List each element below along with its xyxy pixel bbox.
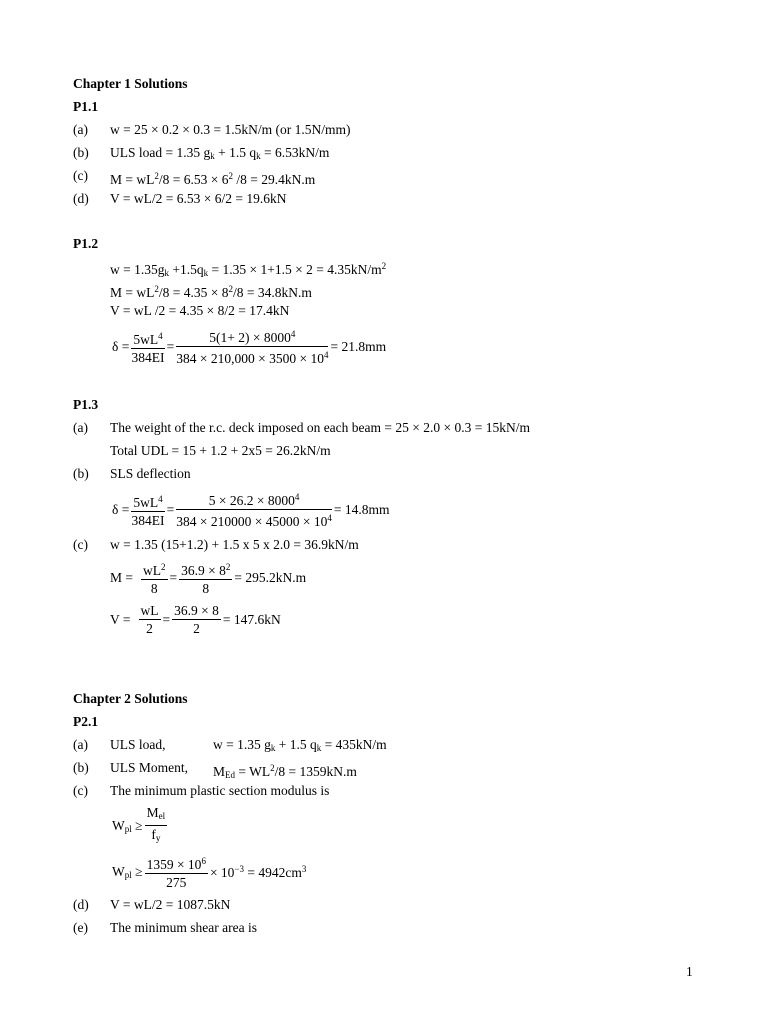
equation-line: $M = wL^2/8 = 6.53 \times 6^2$ /8 = 29.4kN.m: [110, 171, 316, 187]
text-line: The minimum shear area is: [110, 920, 257, 935]
equation-line: ULS load = 1.35 $g_k + 1.5$ $q_k = 6.53kN/m$: [110, 145, 330, 161]
fraction: $\frac{M_{el}}{f_y}$: [146, 805, 166, 843]
text-line: ULS load,: [110, 737, 166, 752]
item-label: (d): [73, 191, 89, 206]
equation-line: V = wL/2 = 1087.5kN: [110, 897, 231, 912]
equation-line: $M_{Ed} = WL^2/8 = 1359kN.m$: [213, 763, 357, 780]
deflection-equation: δ = $\frac{5wL^4}{384EI}$ = $\frac{5(1+ 2) \times 8000^4}{384 \times 210,000 \times 3500 \times 10^4}$ = 21.8mm: [112, 326, 386, 367]
shear-equation: V = $\frac{wL}{2}$ = $\frac{36.9 \times 8}{2}$ = 147.6kN: [110, 603, 281, 636]
text-line: SLS deflection: [110, 466, 191, 481]
text-line: The minimum plastic section modulus is: [110, 783, 330, 798]
item-label: (e): [73, 920, 88, 935]
item-label: (a): [73, 420, 88, 435]
item-label: (b): [73, 145, 89, 160]
fraction: $\frac{wL}{2}$: [140, 603, 159, 636]
item-label: (c): [73, 783, 88, 798]
item-label: (c): [73, 537, 88, 552]
equation-line: V = wL /2 = 4.35 × 8/2 = 17.4kN: [110, 303, 290, 318]
fraction: $\frac{wL^2}{8}$: [141, 559, 168, 597]
chapter-heading: Chapter 2 Solutions: [73, 691, 188, 706]
problem-title: P1.2: [73, 236, 99, 251]
fraction: $\frac{5 \times 26.2 \times 8000^4}{384 \times 210000 \times 45000 \times 10^4}$: [176, 489, 332, 530]
equation-line: V = wL/2 = 6.53 × 6/2 = 19.6kN: [110, 191, 287, 206]
fraction: $\frac{36.9 \times 8}{2}$: [174, 603, 219, 636]
modulus-inequality: $W_{pl}$ ≥ $\frac{M_{el}}{f_y}$: [112, 804, 169, 847]
equation-line: w = 1.35 (15+1.2) + 1.5 x 5 x 2.0 = 36.9kN/m: [110, 537, 359, 552]
page-number: 1: [686, 964, 693, 979]
fraction: $\frac{1359 \times 10^6}{275}$: [145, 853, 208, 891]
item-label: (a): [73, 737, 88, 752]
moment-equation: M = $\frac{wL^2}{8}$ = $\frac{36.9 \times 8^2}{8}$ = 295.2kN.m: [110, 559, 306, 597]
text-line: ULS Moment,: [110, 760, 189, 775]
item-label: (d): [73, 897, 89, 912]
modulus-inequality: $W_{pl}$ ≥ $\frac{1359 \times 10^6}{275}$ × $10^{-3} = 4942cm^3$: [112, 853, 306, 891]
equation-line: $w = 1.35g_k +1.5q_k = 1.35 \times 1+1.5 \times 2 = 4.35kN/m^2$: [110, 261, 387, 278]
fraction: $\frac{5(1+ 2) \times 8000^4}{384 \times 210,000 \times 3500 \times 10^4}$: [176, 326, 328, 367]
equation-line: $M = wL^2/8 = 4.35 \times 8^2/8 = 34.8kN.m$: [110, 284, 312, 300]
item-label: (b): [73, 466, 89, 481]
equation-line: Total UDL = 15 + 1.2 + 2x5 = 26.2kN/m: [110, 443, 331, 458]
equation-line: w = 1.35 $g_k + 1.5$ $q_k = 435kN/m$: [213, 737, 387, 753]
equation-line: The weight of the r.c. deck imposed on each beam = 25 × 2.0 × 0.3 = 15kN/m: [110, 420, 530, 435]
problem-title: P1.3: [73, 397, 99, 412]
fraction: $\frac{5wL^4}{384EI}$: [131, 491, 164, 529]
item-label: (a): [73, 122, 88, 137]
fraction: $\frac{5wL^4}{384EI}$: [131, 328, 164, 366]
item-label: (c): [73, 168, 88, 183]
chapter-heading: Chapter 1 Solutions: [73, 76, 188, 91]
fraction: $\frac{36.9 \times 8^2}{8}$: [179, 559, 232, 597]
item-label: (b): [73, 760, 89, 775]
problem-title: P2.1: [73, 714, 99, 729]
problem-title: P1.1: [73, 99, 99, 114]
deflection-equation: δ = $\frac{5wL^4}{384EI}$ = $\frac{5 \times 26.2 \times 8000^4}{384 \times 210000 \times 45000 \times 10^4}$ = 14.8mm: [112, 489, 389, 530]
equation-line: w = 25 × 0.2 × 0.3 = 1.5kN/m (or 1.5N/mm): [110, 122, 351, 137]
